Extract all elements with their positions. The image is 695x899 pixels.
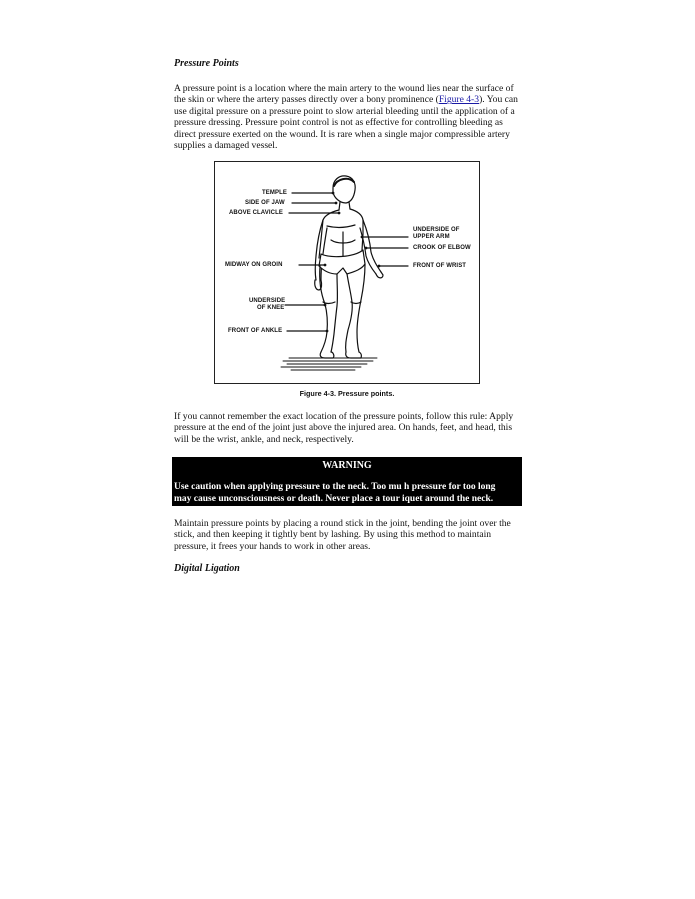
- heading-digital-ligation: Digital Ligation: [174, 563, 240, 574]
- human-figure-illustration: [215, 162, 481, 385]
- paragraph-pressure-points: [174, 83, 524, 151]
- warning-title: WARNING: [322, 460, 372, 471]
- label-temple: TEMPLE: [262, 190, 287, 196]
- heading-pressure-points: Pressure Points: [174, 58, 239, 69]
- warning-box: [172, 457, 522, 506]
- label-midway-on-groin: MIDWAY ON GROIN: [225, 262, 283, 268]
- label-underside: UNDERSIDE: [249, 298, 286, 304]
- paragraph-maintain-pressure: Maintain pressure points by placing a round stick in the joint, bending the joint over the stick, and then keeping it tightly bent by lashing. By using this method to maintain pressure, it frees your hands to work in other areas.: [174, 518, 511, 552]
- paragraph-text-before-link: A pressure point is a location where the main artery to the wound lies near the surface of the skin or where the artery passes directly over a bony prominence (: [174, 83, 514, 106]
- label-front-of-wrist: FRONT OF WRIST: [413, 263, 467, 269]
- pressure-points-figure: [214, 161, 480, 384]
- warning-text: [174, 482, 524, 505]
- label-side-of-jaw: SIDE OF JAW: [245, 200, 285, 206]
- label-front-of-ankle: FRONT OF ANKLE: [228, 328, 283, 334]
- label-crook-of-elbow: CROOK OF ELBOW: [413, 245, 471, 251]
- label-of-knee: OF KNEE: [257, 305, 285, 311]
- warning-line-2: may cause unconsciousness or death. Never place a tour iquet around the neck.: [174, 493, 494, 504]
- label-upper-arm: UPPER ARM: [413, 234, 450, 240]
- figure-caption: Figure 4-3. Pressure points.: [299, 389, 395, 398]
- label-underside-of: UNDERSIDE OF: [413, 227, 460, 233]
- warning-line-1: Use caution when applying pressure to the neck. Too mu h pressure for too long: [174, 482, 496, 492]
- label-above-clavicle: ABOVE CLAVICLE: [229, 210, 283, 216]
- paragraph-text-after-link: ). You can use digital pressure on a pressure point to slow arterial bleeding until the application of a pressure dressing. Pressure point control is not as effective for controlling bleeding as direct pressure exerted on the wound. It is rare when a single major compressible artery supplies a damaged vessel.: [174, 94, 518, 152]
- figure-4-3-link[interactable]: Figure 4-3: [438, 94, 480, 106]
- paragraph-rule: If you cannot remember the exact location of the pressure points, follow this rule: Apply pressure at the end of the joint just above the injured area. On hands, feet, and head, this will be the wrist, ankle, and neck, respectively.: [174, 411, 514, 445]
